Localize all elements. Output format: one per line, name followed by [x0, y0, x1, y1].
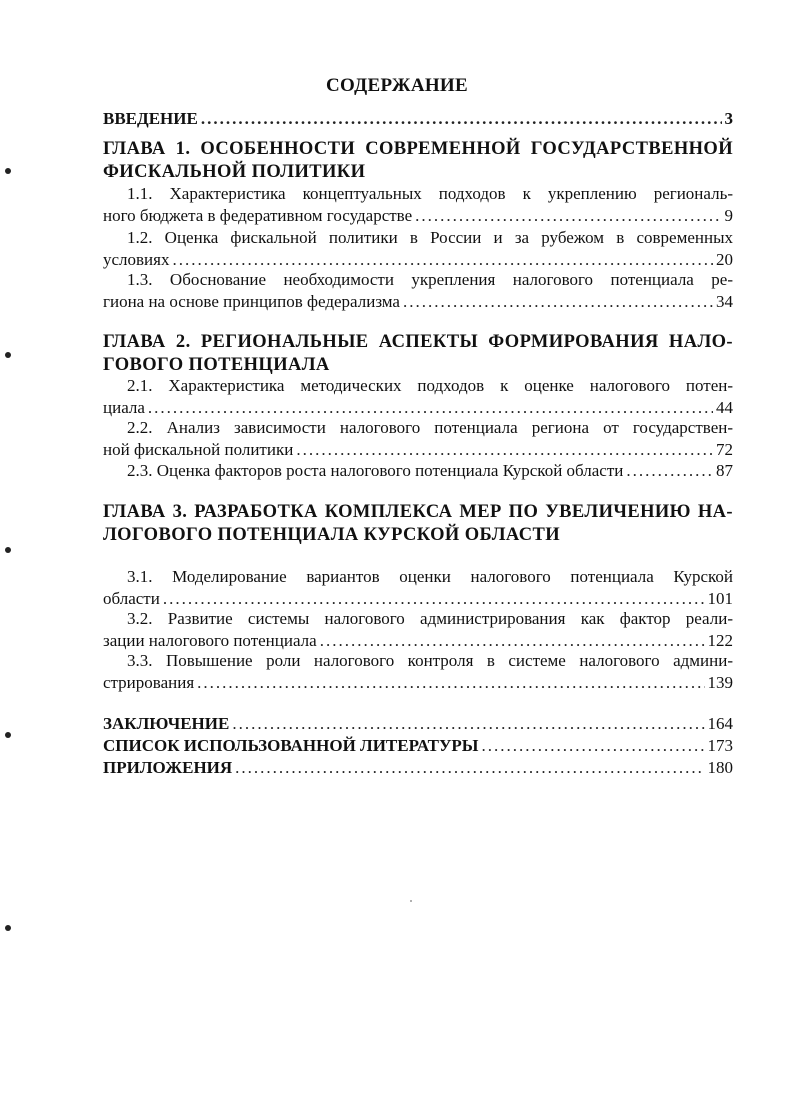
section-title-line: 3.1. Моделирование вариантов оценки налогового потенциала Курской — [127, 567, 733, 586]
toc-page-number: 20 — [716, 250, 733, 269]
leader-dots — [235, 757, 704, 779]
section-title-line: 3.2. Развитие системы налогового администрирования как фактор реали- — [127, 609, 733, 628]
leader-dots — [626, 460, 713, 482]
section-title-line: зации налогового потенциала — [103, 631, 317, 650]
leader-dots — [320, 630, 705, 652]
toc-entry-references — [103, 735, 733, 757]
section-title-line: 1.1. Характеристика концептуальных подходов к укреплению региональ- — [127, 184, 733, 203]
leader-dots — [415, 205, 721, 227]
toc-page-number: 139 — [707, 673, 733, 692]
toc-page-number: 87 — [716, 461, 733, 480]
leader-dots — [232, 713, 704, 735]
section-title-line: 3.3. Повышение роли налогового контроля в системе налогового админи- — [127, 651, 733, 670]
binder-hole-mark — [5, 732, 11, 738]
toc-section-1-1 — [103, 183, 733, 227]
leader-dots — [201, 108, 722, 130]
section-title-line: условиях — [103, 250, 170, 269]
toc-section-1-3 — [103, 269, 733, 313]
leader-dots — [148, 397, 713, 419]
toc-entry-intro — [103, 108, 733, 130]
toc-section-3-3 — [103, 650, 733, 694]
toc-page-number: 9 — [724, 206, 733, 225]
toc-page-number: 173 — [707, 736, 733, 755]
binder-hole-mark — [5, 925, 11, 931]
toc-section-2-1 — [103, 375, 733, 419]
toc-section-3-1 — [103, 566, 733, 610]
chapter-heading-line: ГЛАВА 1. ОСОБЕННОСТИ СОВРЕМЕННОЙ ГОСУДАРСТВЕННОЙ — [103, 139, 733, 159]
chapter-heading-line: ГЛАВА 3. РАЗРАБОТКА КОМПЛЕКСА МЕР ПО УВЕЛИЧЕНИЮ НА- — [103, 502, 733, 522]
leader-dots — [197, 672, 704, 694]
section-title-line: ного бюджета в федеративном государстве — [103, 206, 413, 225]
section-title-line: гиона на основе принципов федерализма — [103, 292, 400, 311]
leader-dots — [163, 588, 705, 610]
section-title-line: 2.2. Анализ зависимости налогового потенциала региона от государствен- — [127, 418, 733, 437]
toc-entry-conclusion — [103, 713, 733, 735]
toc-page-number: 3 — [724, 109, 733, 128]
toc-label: СПИСОК ИСПОЛЬЗОВАННОЙ ЛИТЕРАТУРЫ — [103, 736, 479, 755]
leader-dots — [403, 291, 713, 313]
toc-section-2-3 — [103, 460, 733, 482]
scan-speck — [410, 900, 412, 902]
toc-page-number: 180 — [707, 758, 733, 777]
toc-section-2-2 — [103, 417, 733, 461]
toc-page-number: 72 — [716, 440, 733, 459]
binder-hole-mark — [5, 547, 11, 553]
chapter-heading-line: ФИСКАЛЬНОЙ ПОЛИТИКИ — [103, 162, 366, 182]
section-title-line: ной фискальной политики — [103, 440, 294, 459]
leader-dots — [482, 735, 705, 757]
toc-chapter-3 — [103, 501, 733, 547]
toc-label: ЗАКЛЮЧЕНИЕ — [103, 714, 230, 733]
toc-label: ПРИЛОЖЕНИЯ — [103, 758, 233, 777]
toc-page-number: 101 — [707, 589, 733, 608]
leader-dots — [172, 249, 713, 271]
binder-hole-mark — [5, 352, 11, 358]
page-title: СОДЕРЖАНИЕ — [326, 75, 468, 96]
toc-page-number: 122 — [707, 631, 733, 650]
toc-chapter-2 — [103, 331, 733, 377]
section-title-line: стрирования — [103, 673, 195, 692]
toc-entry-appendices — [103, 757, 733, 779]
leader-dots — [296, 439, 713, 461]
section-title-line: циала — [103, 398, 145, 417]
toc-page-number: 34 — [716, 292, 733, 311]
chapter-heading-line: ГЛАВА 2. РЕГИОНАЛЬНЫЕ АСПЕКТЫ ФОРМИРОВАНИЯ НАЛО- — [103, 332, 733, 352]
toc-page-number: 164 — [707, 714, 733, 733]
toc-chapter-1 — [103, 138, 733, 184]
section-title-line: области — [103, 589, 160, 608]
binder-hole-mark — [5, 168, 11, 174]
toc-page-number: 44 — [716, 398, 733, 417]
section-title-line: 1.3. Обоснование необходимости укрепления налогового потенциала ре- — [127, 270, 733, 289]
toc-section-3-2 — [103, 608, 733, 652]
toc-label: ВВЕДЕНИЕ — [103, 109, 198, 128]
section-title-line: 1.2. Оценка фискальной политики в России и за рубежом в современных — [127, 228, 733, 247]
chapter-heading-line: ГОВОГО ПОТЕНЦИАЛА — [103, 355, 330, 375]
section-title-line: 2.1. Характеристика методических подходов к оценке налогового потен- — [127, 376, 733, 395]
toc-section-1-2 — [103, 227, 733, 271]
chapter-heading-line: ЛОГОВОГО ПОТЕНЦИАЛА КУРСКОЙ ОБЛАСТИ — [103, 525, 561, 545]
section-title-line: 2.3. Оценка факторов роста налогового потенциала Курской области — [127, 461, 624, 480]
